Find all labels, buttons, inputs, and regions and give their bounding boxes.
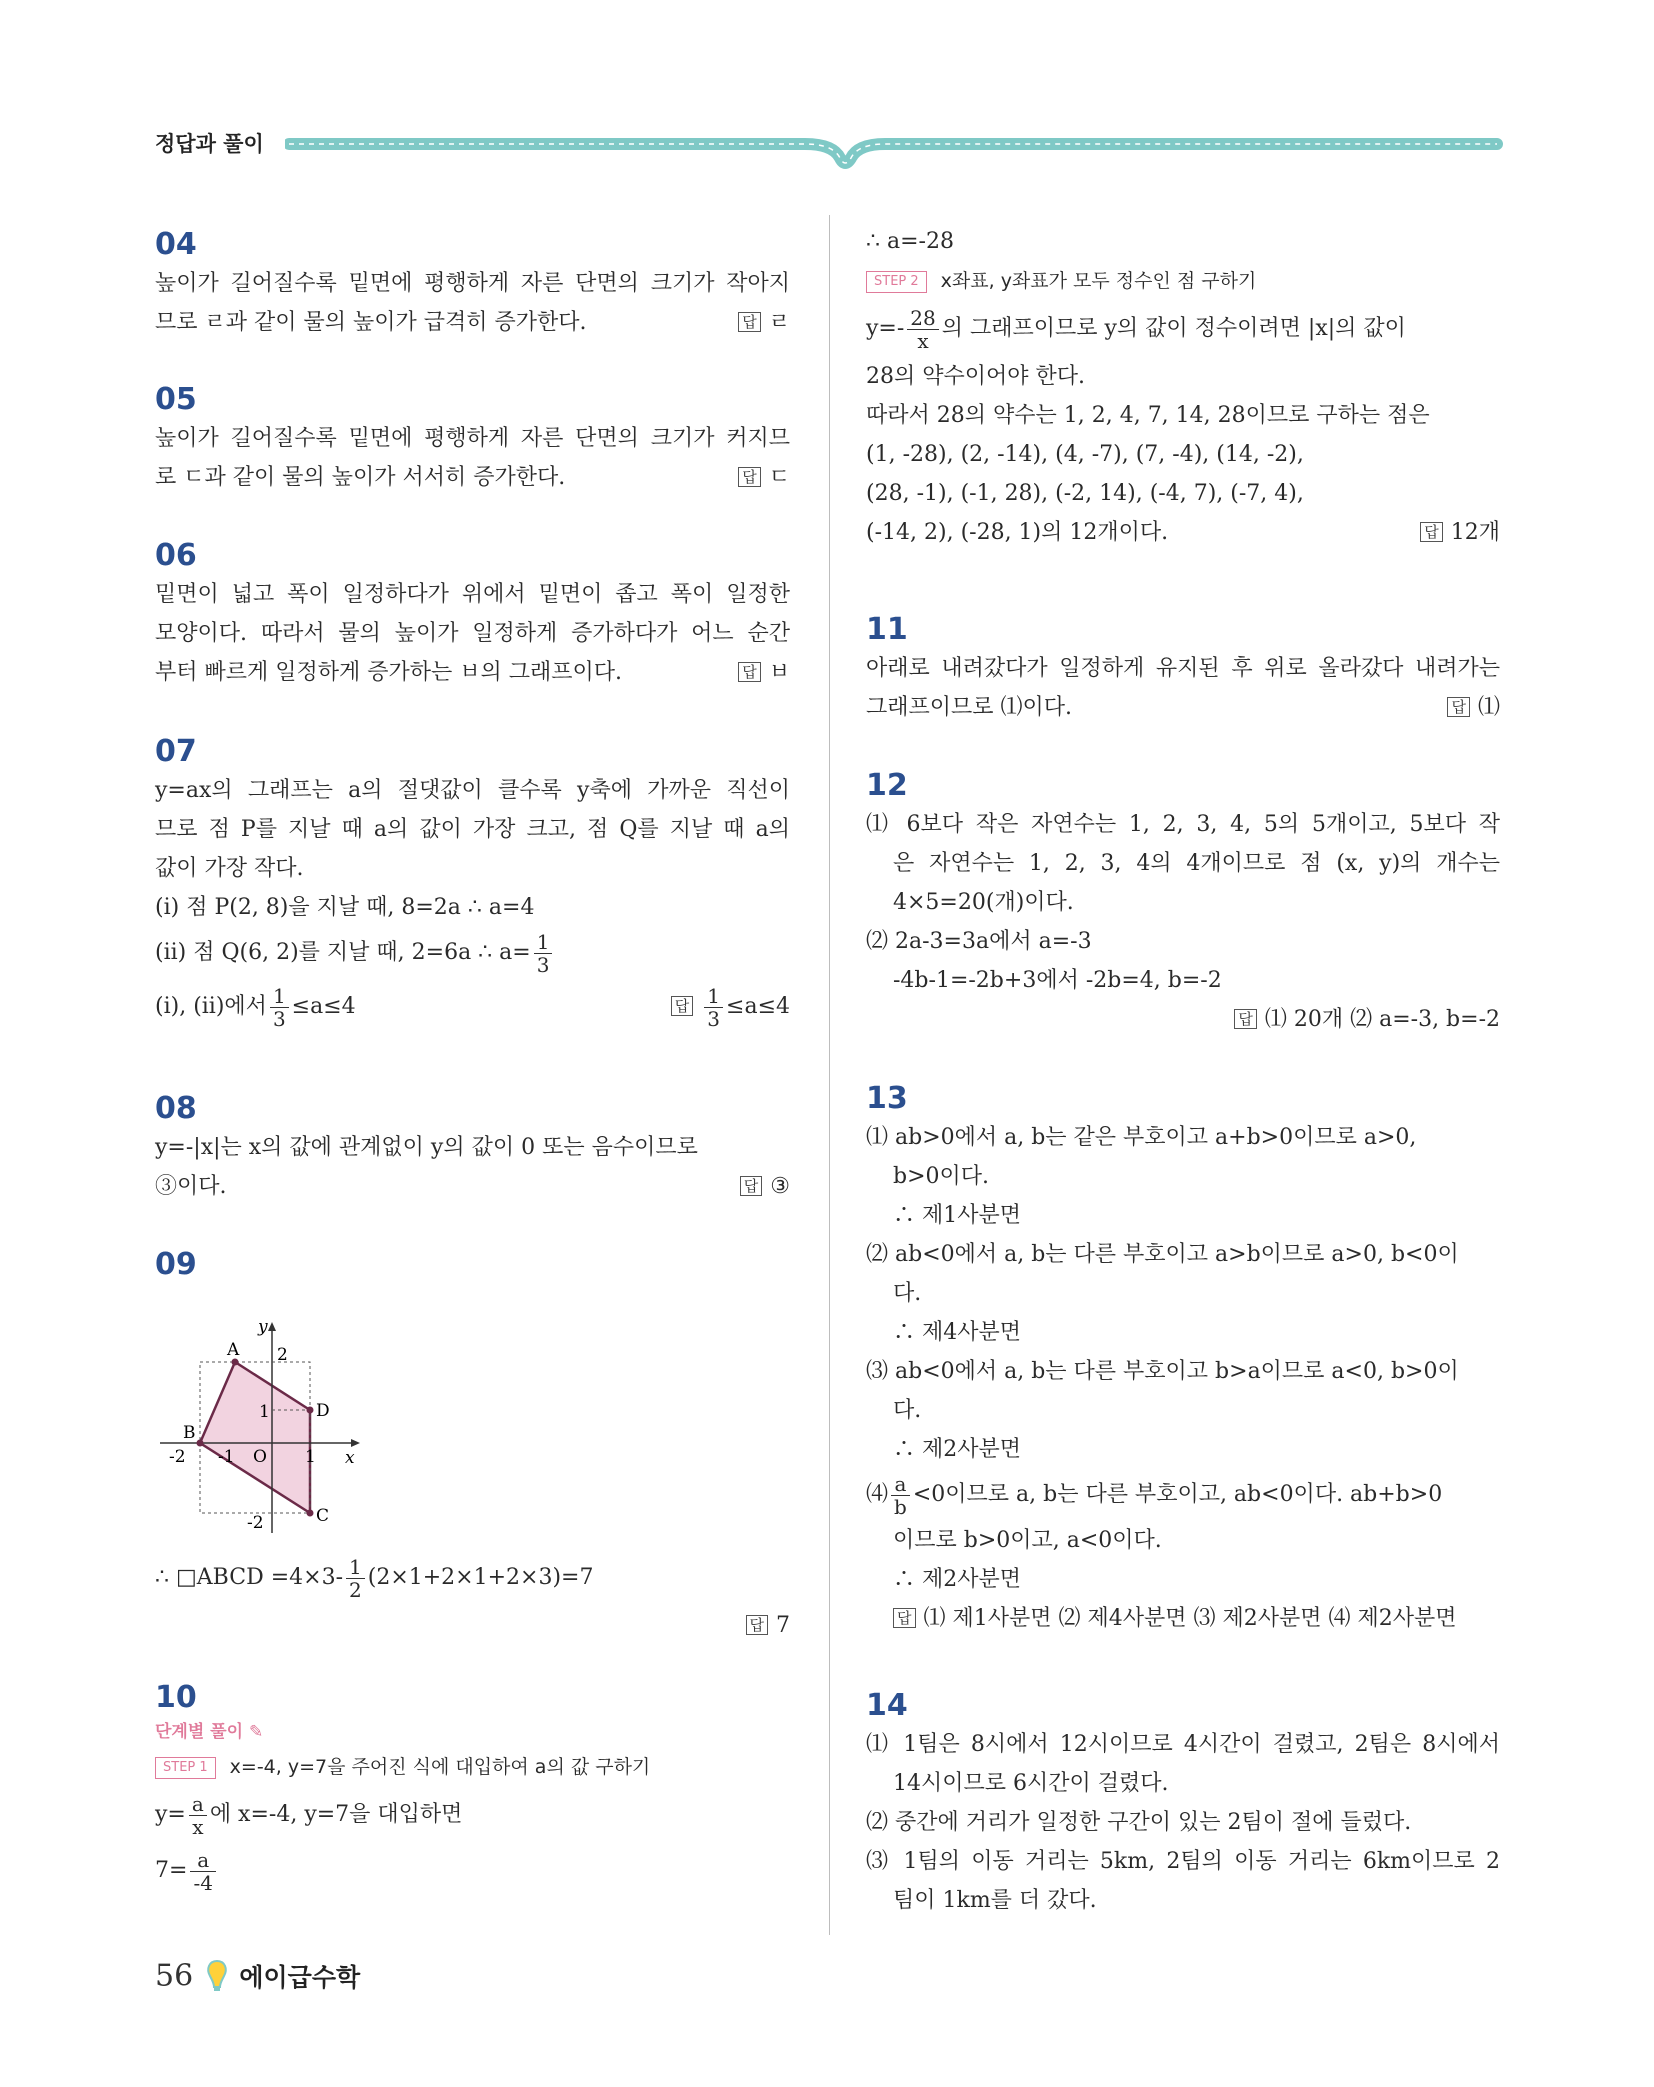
problem-12 [866,769,1500,1039]
text-line: 다. [893,1398,922,1423]
text-line [155,1843,790,1899]
page-header-title: 정답과 풀이 [155,132,264,156]
answer-value: ㄷ [768,465,790,490]
fraction [704,985,723,1030]
problem-06 [155,539,790,692]
fraction [907,307,938,352]
text-line: 이므로 b>0이고, a<0이다. [893,1528,1162,1553]
text: (2×1+2×1+2×3)=7 [367,1565,594,1590]
step-text: x좌표, y좌표가 모두 정수인 점 구하기 [940,270,1257,292]
denominator: 2 [349,1577,362,1602]
page-number: 56 [155,1958,194,1994]
text-line: ⑵ 2a-3=3a에서 a=-3 [866,929,1092,954]
brand-name: 에이급수학 [239,1963,361,1992]
tick-y-minus-2: -2 [247,1513,264,1533]
problem-number: 14 [866,1688,908,1723]
problem-10 [155,1681,790,1899]
text-line: ∴ 제2사분면 [893,1437,1021,1462]
numerator: a [189,1793,207,1816]
step-badge: STEP 1 [155,1757,216,1779]
problem-number: 08 [155,1091,197,1126]
text: ∴ □ABCD =4×3- [155,1565,343,1590]
answer [740,1167,790,1206]
denominator: b [894,1494,907,1519]
brand-logo-icon [204,1959,230,1993]
numerator: 1 [270,985,289,1008]
text-line: ∴ 제1사분면 [893,1203,1021,1228]
text-line [866,1000,1500,1039]
numerator: a [891,1473,910,1496]
text-line: 높이가 길어질수록 밑면에 평행하게 자른 단면의 크기가 작아지 [155,271,790,296]
text-line: 높이가 길어질수록 밑면에 평행하게 자른 단면의 크기가 커지므 [155,426,790,451]
answer-badge: 답 [671,996,694,1016]
point-c [307,1510,314,1517]
text-line: ⑴ ab>0에서 a, b는 같은 부호이고 a+b>0이므로 a>0, [866,1125,1417,1150]
text-line: ⑵ ab<0에서 a, b는 다른 부호이고 a>b이므로 a>0, b<0이 [866,1242,1459,1267]
numerator: 1 [534,931,553,954]
text-line [155,303,790,342]
answer [738,653,790,692]
answer-value: 7 [776,1613,790,1638]
text-line: 아래로 내려갔다가 일정하게 유지된 후 위로 올라갔다 내려가는 [866,656,1500,681]
text-line [155,927,790,979]
problem-number: 05 [155,382,197,417]
denominator: x [917,328,929,353]
fraction [190,1849,215,1894]
problem-number: 12 [866,768,908,803]
problem-09 [155,1248,790,1645]
tick-x-minus-2: -2 [169,1447,186,1467]
text-line: ⑴ 6보다 작은 자연수는 1, 2, 3, 4, 5의 5개이고, 5보다 작 [866,812,1500,837]
denominator: 3 [707,1006,721,1031]
answer-badge: 답 [1234,1009,1257,1029]
answer-value: ⑴ 제1사분면 ⑵ 제4사분면 ⑶ 제2사분면 ⑷ 제2사분면 [923,1606,1457,1631]
numerator: a [190,1849,215,1872]
text: y=- [866,316,905,341]
text-line [155,653,790,692]
answer-value: ㄹ [768,310,790,335]
answer-badge: 답 [1447,697,1470,717]
answer [1234,1000,1500,1039]
text-line: 4×5=20(개)이다. [893,890,1074,915]
answer-value: ⑴ [1477,695,1500,720]
point-d [307,1407,314,1414]
numerator: 28 [907,307,938,330]
label-b: B [183,1423,196,1443]
text-line [155,1787,790,1843]
text-line: 팀이 1km를 더 갔다. [893,1888,1097,1913]
text-line: (1, -28), (2, -14), (4, -7), (7, -4), (14, -2), [866,442,1304,467]
step-line [866,261,1500,301]
problem-07 [155,735,790,1035]
text-line: (i) 점 P(2, 8)을 지날 때, 8=2a ∴ a=4 [155,895,535,920]
problem-number: 13 [866,1081,908,1116]
answer [671,979,790,1035]
page-footer [155,1958,360,1994]
text-line: ∴ 제2사분면 [893,1567,1021,1592]
text-line [866,1469,1500,1521]
problem-08 [155,1092,790,1206]
fraction [891,1473,910,1518]
header-decorative-rule [285,120,1505,180]
problem-10-continued [866,222,1500,552]
answer [1447,688,1500,727]
x-axis-arrow [351,1439,360,1447]
text-line: 은 자연수는 1, 2, 3, 4의 4개이므로 점 (x, y)의 개수는 [893,851,1500,876]
fraction [189,1793,207,1838]
answer [1420,513,1500,552]
text: 에 x=-4, y=7을 대입하면 [209,1802,463,1827]
text-line: 따라서 28의 약수는 1, 2, 4, 7, 14, 28이므로 구하는 점은 [866,403,1430,428]
text: (ii) 점 Q(6, 2)를 지날 때, 2=6a ∴ a= [155,940,531,965]
text-line: ⑵ 중간에 거리가 일정한 구간이 있는 2팀이 절에 들렀다. [866,1810,1412,1835]
quadrilateral-abcd [200,1362,310,1513]
text-line: 므로 점 P를 지날 때 a의 값이 가장 크고, 점 Q를 지날 때 a의 [155,817,790,842]
answer-badge: 답 [746,1615,769,1635]
text-line [866,1599,1500,1638]
text: 그래프이므로 ⑴이다. [866,695,1073,720]
text-line: (28, -1), (-1, 28), (-2, 14), (-4, 7), (-7, 4), [866,481,1304,506]
text-line: b>0이다. [893,1164,990,1189]
text-line: ⑶ 1팀의 이동 거리는 5km, 2팀의 이동 거리는 6km이므로 2 [866,1849,1500,1874]
tick-x-minus-1: -1 [218,1447,235,1467]
answer-badge: 답 [740,1176,763,1196]
problem-number: 09 [155,1247,197,1282]
text: 의 그래프이므로 y의 값이 정수이려면 |x|의 값이 [941,316,1406,341]
text-line: ∴ a=-28 [866,229,954,254]
column-divider [829,215,830,1935]
text-line [866,301,1500,357]
text-line: ⑴ 1팀은 8시에서 12시이므로 4시간이 걸렸고, 2팀은 8시에서 [866,1732,1500,1757]
label-origin: O [253,1447,267,1467]
text-line [155,458,790,497]
answer-badge: 답 [738,662,761,682]
fraction [270,985,289,1030]
pencil-icon: ✎ [248,1722,264,1742]
text: 므로 ㄹ과 같이 물의 높이가 급격히 증가한다. [155,310,587,335]
text: y= [155,1802,186,1827]
label-c: C [316,1506,330,1526]
text: (i), (ii)에서 [155,994,267,1019]
text-line: y=-|x|는 x의 값에 관계없이 y의 값이 0 또는 음수이므로 [155,1135,698,1160]
point-b [197,1440,204,1447]
text-line: 다. [893,1281,922,1306]
text-line [155,1606,790,1645]
answer [746,1606,791,1645]
quadrilateral-graph [155,1288,385,1538]
step-guide-label [155,1717,790,1747]
problem-number: 07 [155,734,197,769]
step-text: x=-4, y=7을 주어진 식에 대입하여 a의 값 구하기 [229,1756,651,1778]
step-badge: STEP 2 [866,271,927,293]
denominator: 3 [272,1006,286,1031]
tick-y-2: 2 [277,1345,288,1365]
numerator: 1 [346,1556,365,1579]
text-line: 모양이다. 따라서 물의 높이가 일정하게 증가하다가 어느 순간 [155,621,790,646]
problem-14 [866,1689,1500,1920]
text: 부터 빠르게 일정하게 증가하는 ㅂ의 그래프이다. [155,660,623,685]
problem-05 [155,383,790,497]
label-y: y [258,1317,268,1337]
text-line [866,688,1500,727]
fraction [534,931,553,976]
text: (-14, 2), (-28, 1)의 12개이다. [866,520,1169,545]
label-d: D [316,1401,330,1421]
answer-value: ③ [770,1174,790,1199]
answer-value: 12개 [1450,520,1500,545]
label-a: A [227,1340,240,1360]
answer [738,458,790,497]
text-line [866,513,1500,552]
tick-y-1: 1 [259,1402,270,1422]
answer-badge: 답 [1420,522,1443,542]
answer-badge: 답 [738,312,761,332]
problem-number: 10 [155,1680,197,1715]
text-line: 14시이므로 6시간이 걸렸다. [893,1771,1169,1796]
numerator: 1 [704,985,723,1008]
problem-number: 04 [155,227,197,262]
answer-badge: 답 [893,1608,916,1628]
text-line: 밑면이 넓고 폭이 일정하다가 위에서 밑면이 좁고 폭이 일정한 [155,582,790,607]
problem-13 [866,1082,1500,1638]
text: ≤a≤4 [291,994,356,1019]
text-line [155,1552,790,1604]
problem-number: 06 [155,538,197,573]
denominator: -4 [193,1870,213,1895]
text: ③이다. [155,1174,227,1199]
answer-value: ≤a≤4 [726,994,790,1019]
text: <0이므로 a, b는 다른 부호이고, ab<0이다. ab+b>0 [912,1482,1443,1507]
text-line [155,1167,790,1206]
label-x: x [345,1448,355,1468]
problem-number: 11 [866,612,908,647]
text: 로 ㄷ과 같이 물의 높이가 서서히 증가한다. [155,465,566,490]
denominator: x [192,1814,204,1839]
text-line [155,979,790,1035]
tick-x-1: 1 [305,1447,316,1467]
denominator: 3 [536,952,550,977]
text-line: y=ax의 그래프는 a의 절댓값이 클수록 y축에 가까운 직선이 [155,778,790,803]
answer [738,303,790,342]
text-line: ∴ 제4사분면 [893,1320,1021,1345]
text-line: ⑶ ab<0에서 a, b는 다른 부호이고 b>a이므로 a<0, b>0이 [866,1359,1459,1384]
text-line: 값이 가장 작다. [155,856,304,881]
problem-04 [155,228,790,342]
text-line: -4b-1=-2b+3에서 -2b=4, b=-2 [893,968,1222,993]
fraction [346,1556,365,1601]
answer-value: ⑴ 20개 ⑵ a=-3, b=-2 [1264,1007,1500,1032]
answer-value: ㅂ [768,660,790,685]
guide-text: 단계별 풀이 [155,1722,244,1742]
text: ⑷ [866,1482,889,1507]
step-line [155,1747,790,1787]
text-line: 28의 약수이어야 한다. [866,364,1085,389]
answer-badge: 답 [738,467,761,487]
y-axis-arrow [268,1322,276,1331]
problem-11 [866,613,1500,727]
text: 7= [155,1858,188,1883]
